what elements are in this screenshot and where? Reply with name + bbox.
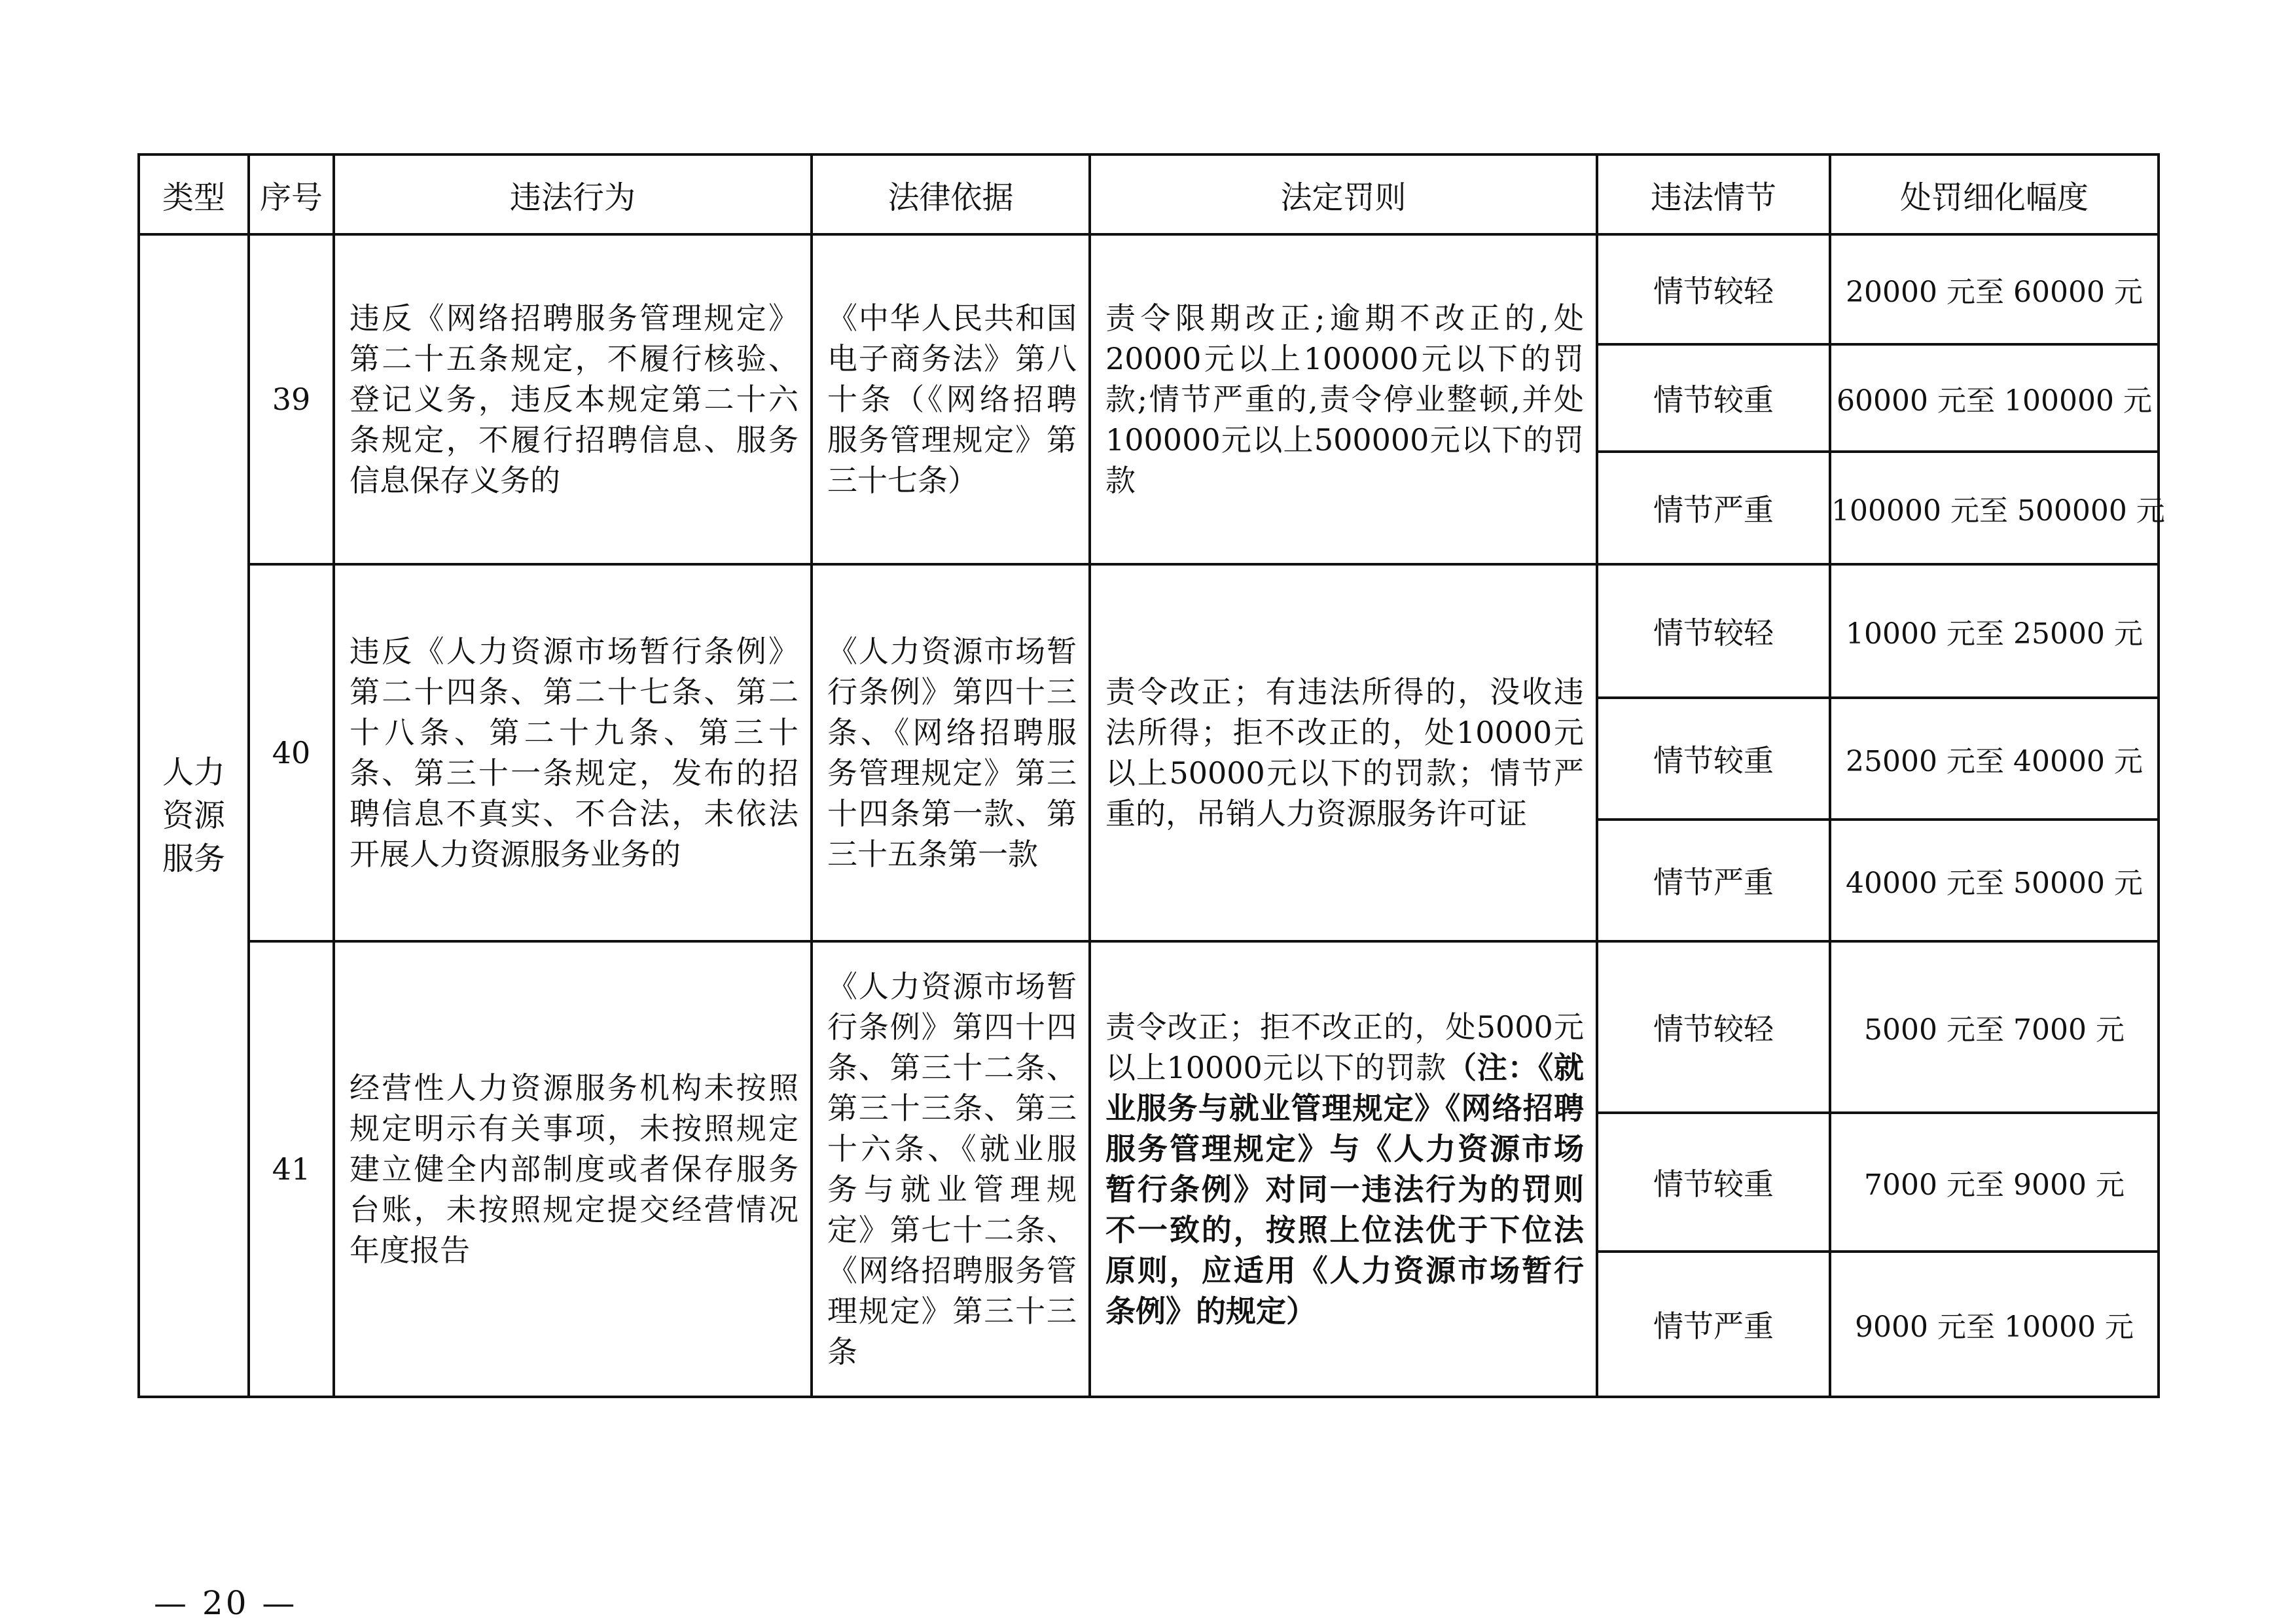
range-cell: 100000 元至 500000 元 [1830, 452, 2159, 564]
penalty-text: 责令改正；拒不改正的，处5000元以上10000元以下的罚款 [1105, 1009, 1584, 1085]
circumstance-cell: 情节较重 [1597, 1113, 1830, 1252]
circumstance-cell: 情节较重 [1597, 698, 1830, 820]
header-circumstance: 违法情节 [1597, 154, 1830, 234]
range-cell: 10000 元至 25000 元 [1830, 564, 2159, 698]
penalty-cell: 责令限期改正;逾期不改正的,处20000元以上100000元以下的罚款;情节严重的,责令停业整顿,并处100000元以上500000元以下的罚款 [1090, 234, 1597, 564]
circumstance-cell: 情节严重 [1597, 1252, 1830, 1397]
behavior-cell: 违反《人力资源市场暂行条例》第二十四条、第二十七条、第二十八条、第二十九条、第三十条、第三十一条规定，发布的招聘信息不真实、不合法，未依法开展人力资源服务业务的 [334, 564, 812, 941]
penalty-table [137, 153, 2165, 1398]
circumstance-cell: 情节较轻 [1597, 234, 1830, 344]
range-cell: 5000 元至 7000 元 [1830, 941, 2159, 1113]
basis-cell: 《人力资源市场暂行条例》第四十四条、第三十二条、第三十三条、第三十六条、《就业服务与就业管理规定》第七十二条、《网络招聘服务管理规定》第三十三条 [812, 941, 1090, 1397]
seq-cell: 39 [249, 234, 334, 564]
basis-cell: 《人力资源市场暂行条例》第四十三条、《网络招聘服务管理规定》第三十四条第一款、第三十五条第一款 [812, 564, 1090, 941]
behavior-cell: 经营性人力资源服务机构未按照规定明示有关事项，未按照规定建立健全内部制度或者保存服务台账，未按照规定提交经营情况年度报告 [334, 941, 812, 1397]
header-penalty: 法定罚则 [1090, 154, 1597, 234]
range-cell: 60000 元至 100000 元 [1830, 344, 2159, 452]
circumstance-cell: 情节严重 [1597, 452, 1830, 564]
header-range: 处罚细化幅度 [1830, 154, 2159, 234]
category-line: 人力 [162, 754, 225, 791]
range-cell: 40000 元至 50000 元 [1830, 820, 2159, 941]
circumstance-cell: 情节严重 [1597, 820, 1830, 941]
table-row [139, 564, 2159, 698]
circumstance-cell: 情节较轻 [1597, 564, 1830, 698]
circumstance-cell: 情节较重 [1597, 344, 1830, 452]
category-line: 资源 [162, 797, 225, 834]
header-basis: 法律依据 [812, 154, 1090, 234]
header-seq: 序号 [249, 154, 334, 234]
penalty-cell [1090, 941, 1597, 1397]
header-type: 类型 [139, 154, 249, 234]
seq-cell: 40 [249, 564, 334, 941]
category-cell [139, 234, 249, 1397]
range-cell: 7000 元至 9000 元 [1830, 1113, 2159, 1252]
behavior-cell: 违反《网络招聘服务管理规定》第二十五条规定，不履行核验、登记义务，违反本规定第二十六条规定，不履行招聘信息、服务信息保存义务的 [334, 234, 812, 564]
range-cell: 25000 元至 40000 元 [1830, 698, 2159, 820]
header-row [139, 154, 2159, 234]
table-row [139, 234, 2159, 344]
seq-cell: 41 [249, 941, 334, 1397]
penalty-cell: 责令改正；有违法所得的，没收违法所得；拒不改正的，处10000元以上50000元以下的罚款；情节严重的，吊销人力资源服务许可证 [1090, 564, 1597, 941]
range-cell: 20000 元至 60000 元 [1830, 234, 2159, 344]
table-row [139, 941, 2159, 1113]
page-number: — 20 — [154, 1584, 298, 1622]
range-cell: 9000 元至 10000 元 [1830, 1252, 2159, 1397]
penalty-note: （注：《就业服务与就业管理规定》《网络招聘服务管理规定》与《人力资源市场暂行条例》对同一违法行为的罚则不一致的，按照上位法优于下位法原则，应适用《人力资源市场暂行条例》的规定） [1105, 1050, 1585, 1329]
basis-cell: 《中华人民共和国电子商务法》第八十条（《网络招聘服务管理规定》第三十七条） [812, 234, 1090, 564]
circumstance-cell: 情节较轻 [1597, 941, 1830, 1113]
category-line: 服务 [162, 840, 225, 877]
header-behavior: 违法行为 [334, 154, 812, 234]
